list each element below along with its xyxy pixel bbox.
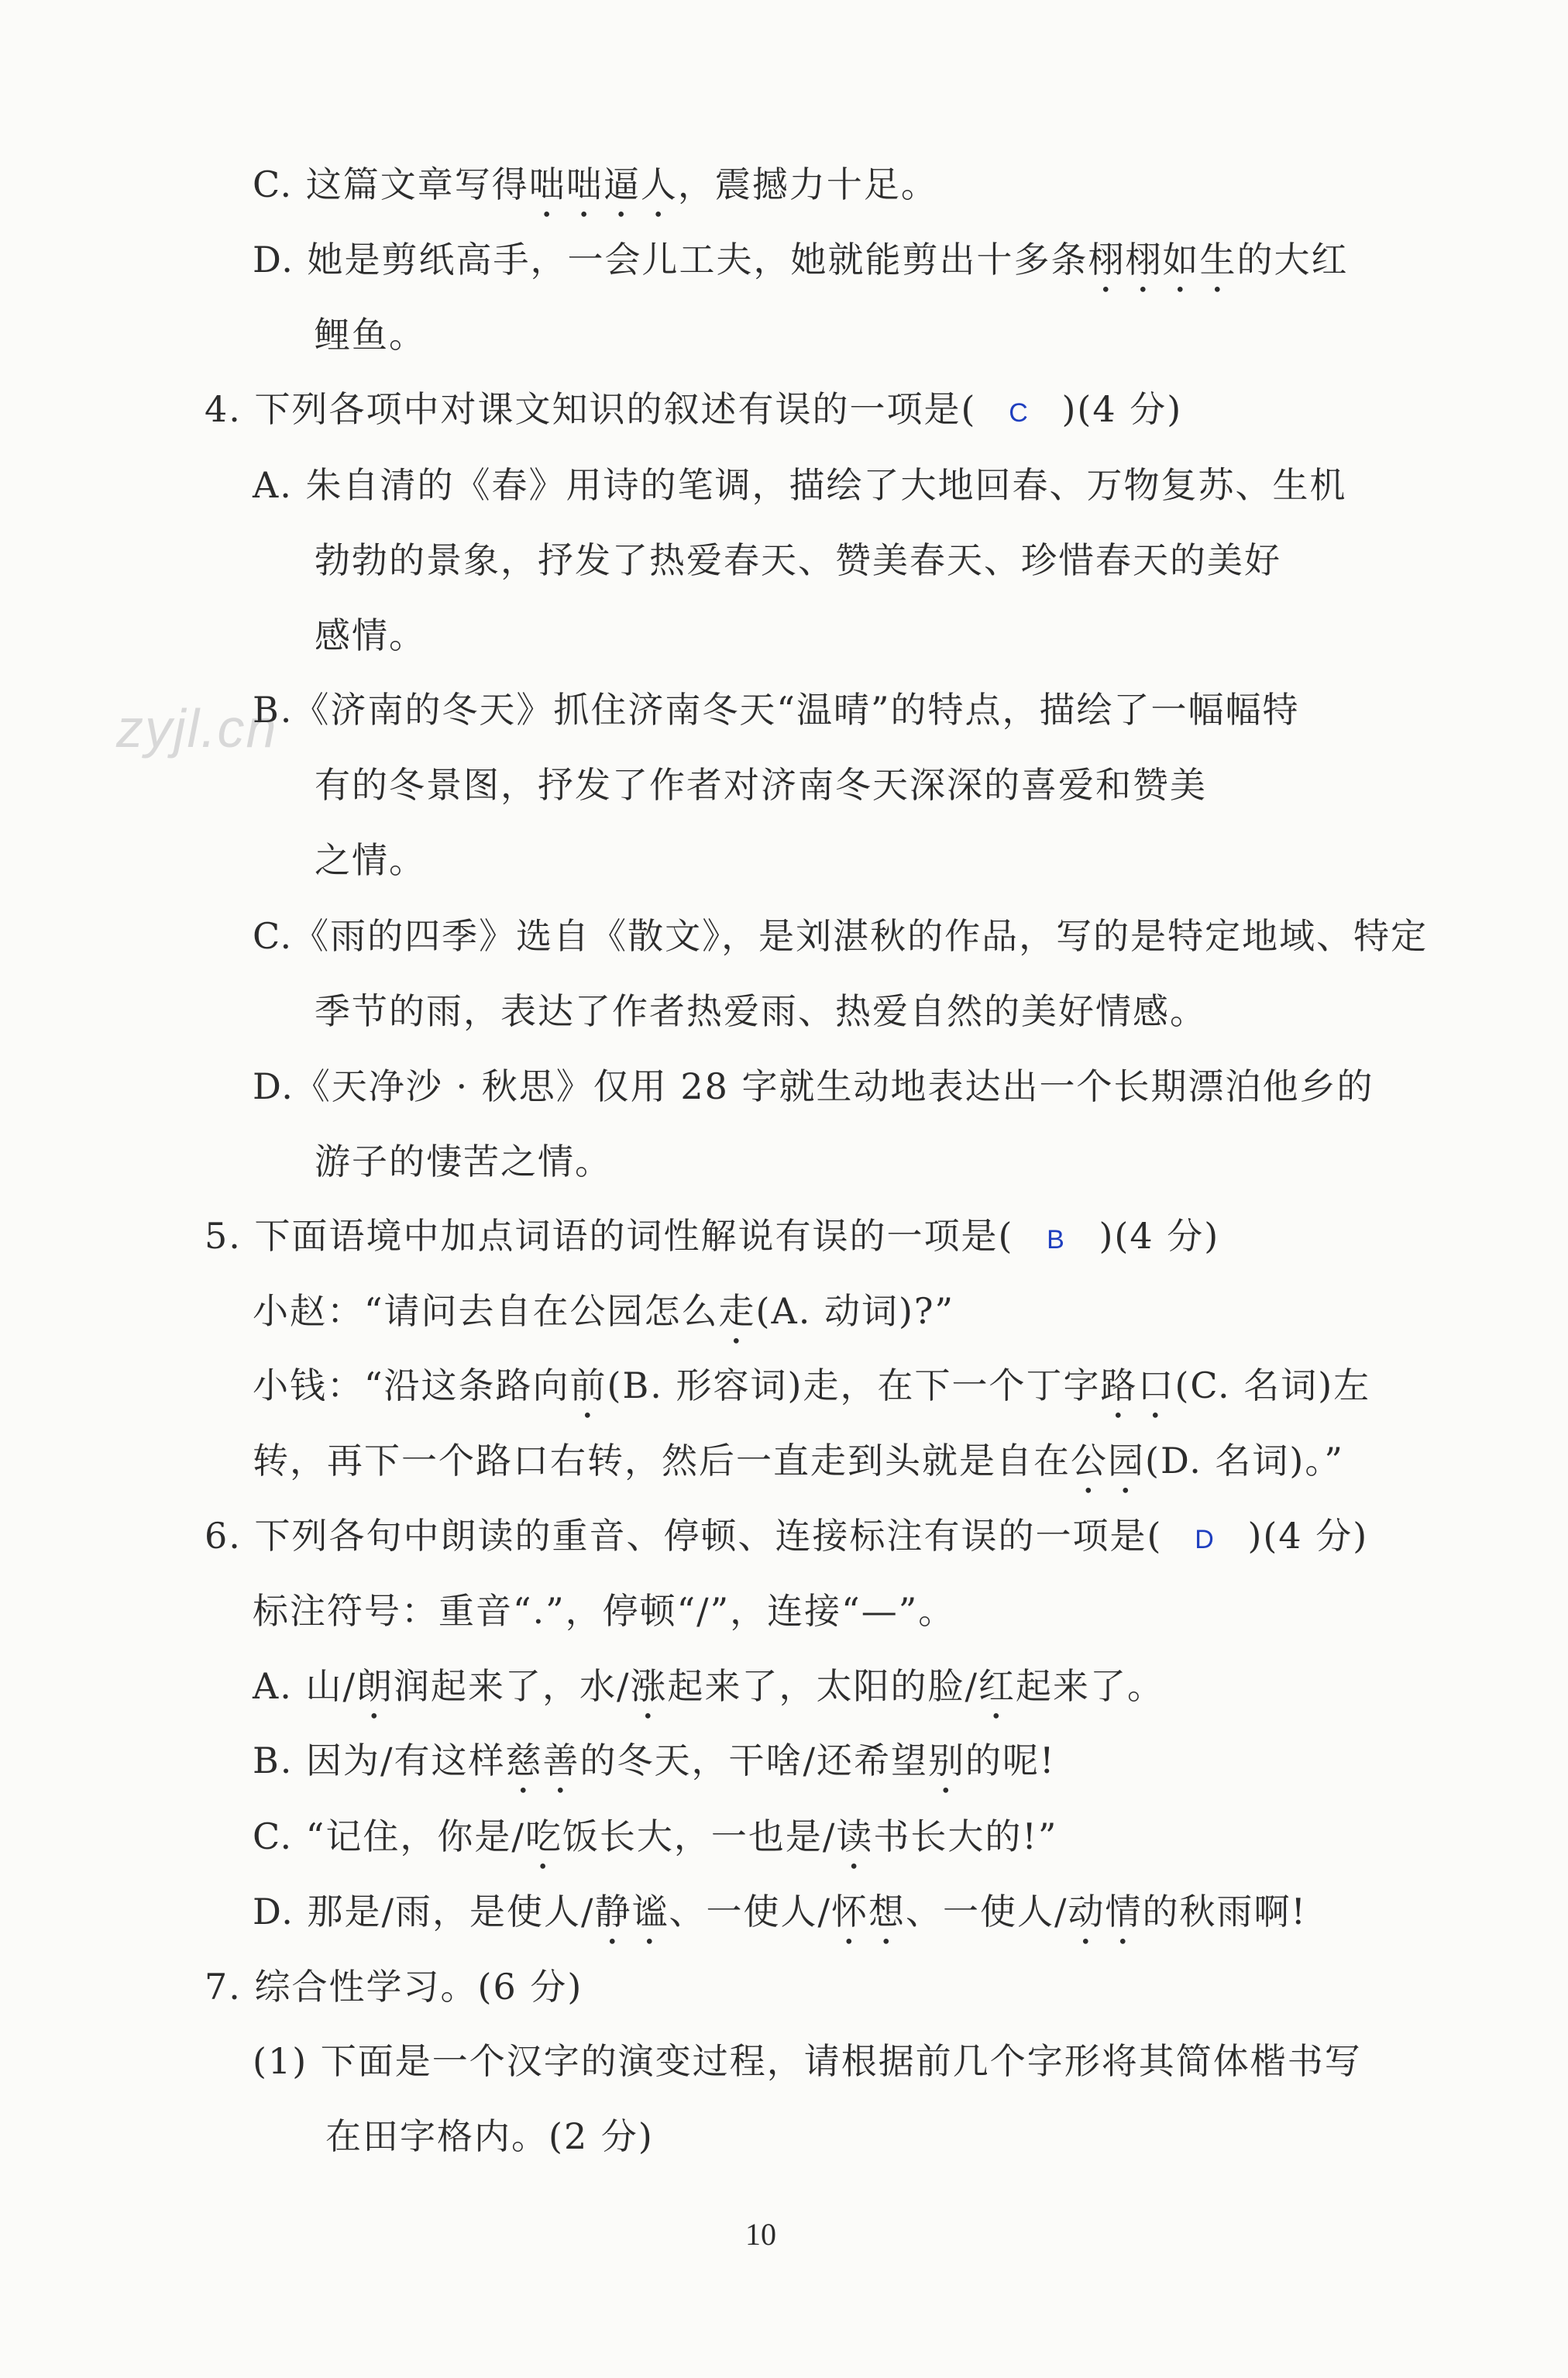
watermark: zyjl.cn bbox=[116, 698, 278, 759]
q6-option-d: D. 那是/雨，是使人/静谧、一使人/怀想、一使人/动情的秋雨啊! bbox=[253, 1891, 1307, 1932]
dotted-word: 咄咄逼人 bbox=[528, 163, 678, 205]
dotted-word: 涨 bbox=[630, 1665, 668, 1707]
q3-option-c: C. 这篇文章写得咄咄逼人，震撼力十足。 bbox=[253, 163, 938, 205]
q6-option-a: A. 山/朗润起来了，水/涨起来了，太阳的脸/红起来了。 bbox=[253, 1665, 1164, 1707]
dotted-word: 前 bbox=[569, 1365, 607, 1406]
q5-stem: 5. 下面语境中加点词语的词性解说有误的一项是( B )(4 分) bbox=[205, 1213, 1219, 1263]
answer-mark: B bbox=[1047, 1225, 1066, 1254]
dotted-word: 红 bbox=[978, 1665, 1016, 1707]
q7-sub1: (1) 下面是一个汉字的演变过程，请根据前几个字形将其简体楷书写 bbox=[253, 2040, 1362, 2082]
q4-option-d-line2: 游子的悽苦之情。 bbox=[315, 1141, 612, 1182]
dotted-word: 读 bbox=[836, 1815, 874, 1857]
dotted-word: 走 bbox=[718, 1290, 756, 1332]
dotted-word: 吃 bbox=[524, 1815, 562, 1857]
dotted-word: 路口 bbox=[1100, 1365, 1175, 1406]
dotted-word: 栩栩如生 bbox=[1088, 239, 1237, 280]
q3-option-d-continued: 鲤鱼。 bbox=[315, 314, 426, 356]
q4-option-c-line2: 季节的雨，表达了作者热爱雨、热爱自然的美好情感。 bbox=[315, 990, 1207, 1032]
dotted-word: 慈善 bbox=[505, 1740, 580, 1781]
dotted-word: 动情 bbox=[1068, 1891, 1143, 1932]
dotted-word: 怀想 bbox=[830, 1891, 906, 1932]
q4-stem: 4. 下列各项中对课文知识的叙述有误的一项是( C )(4 分) bbox=[205, 386, 1182, 436]
dotted-word: 别 bbox=[928, 1740, 966, 1781]
page-number: 10 bbox=[745, 2217, 776, 2252]
q6-stem: 6. 下列各句中朗读的重音、停顿、连接标注有误的一项是( D )(4 分) bbox=[205, 1512, 1368, 1563]
q5-dialogue-line2: 小钱：“沿这条路向前(B. 形容词)走，在下一个丁字路口(C. 名词)左 bbox=[253, 1365, 1371, 1406]
q4-option-a-line2: 勃勃的景象，抒发了热爱春天、赞美春天、珍惜春天的美好 bbox=[315, 539, 1281, 581]
dotted-word: 静谧 bbox=[594, 1891, 669, 1932]
q5-dialogue-line3: 转，再下一个路口右转，然后一直走到头就是自在公园(D. 名词)。” bbox=[253, 1440, 1344, 1482]
answer-mark: D bbox=[1195, 1525, 1216, 1554]
q6-notation-note: 标注符号：重音“.”，停顿“/”，连接“—”。 bbox=[253, 1590, 956, 1632]
dotted-word: 朗 bbox=[356, 1665, 394, 1707]
q7-stem: 7. 综合性学习。(6 分) bbox=[205, 1966, 583, 2008]
q6-option-c: C. “记住，你是/吃饭长大，一也是/读书长大的!” bbox=[253, 1815, 1058, 1857]
q6-option-b: B. 因为/有这样慈善的冬天，干啥/还希望别的呢! bbox=[253, 1740, 1056, 1781]
q5-dialogue-line1: 小赵：“请问去自在公园怎么走(A. 动词)?” bbox=[253, 1290, 955, 1332]
q3-option-d: D. 她是剪纸高手，一会儿工夫，她就能剪出十多条栩栩如生的大红 bbox=[253, 239, 1349, 280]
q4-option-c: C.《雨的四季》选自《散文》，是刘湛秋的作品，写的是特定地域、特定 bbox=[253, 915, 1429, 957]
dotted-word: 公园 bbox=[1071, 1440, 1145, 1482]
q4-option-b-line3: 之情。 bbox=[315, 839, 426, 881]
q7-sub1-continued: 在田字格内。(2 分) bbox=[325, 2115, 654, 2157]
q4-option-d: D.《天净沙 · 秋思》仅用 28 字就生动地表达出一个长期漂泊他乡的 bbox=[253, 1065, 1374, 1107]
q4-option-a: A. 朱自清的《春》用诗的笔调，描绘了大地回春、万物复苏、生机 bbox=[253, 464, 1347, 506]
q4-option-b: B.《济南的冬天》抓住济南冬天“温晴”的特点，描绘了一幅幅特 bbox=[253, 689, 1300, 731]
q4-option-a-line3: 感情。 bbox=[315, 614, 426, 656]
answer-mark: C bbox=[1009, 398, 1030, 428]
q4-option-b-line2: 有的冬景图，抒发了作者对济南冬天深深的喜爱和赞美 bbox=[315, 764, 1207, 806]
